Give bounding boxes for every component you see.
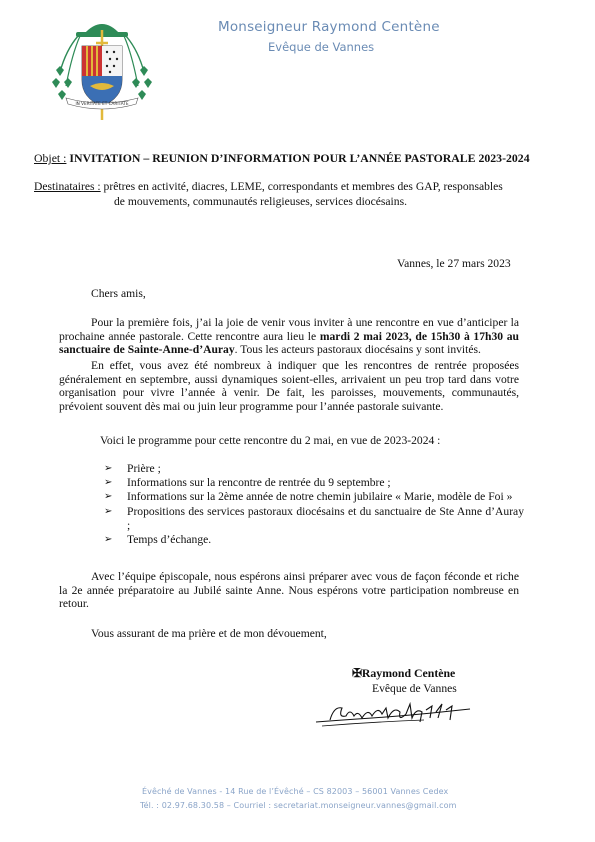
arrow-bullet-icon: ➢ (104, 477, 113, 489)
program-item: ➢ Informations sur la 2ème année de notre chemin jubilaire « Marie, modèle de Foi » (104, 490, 513, 504)
episcopal-cross-icon: ✠ (352, 666, 362, 680)
program-item: ➢ Temps d’échange. (104, 533, 212, 547)
recipients-label: Destinataires : (34, 180, 101, 193)
program-intro: Voici le programme pour cette rencontre du 2 mai, en vue de 2023-2024 : (100, 434, 441, 447)
program-list (104, 462, 524, 547)
meeting-details: mardi 2 mai 2023, de 15h30 à 17h30 au sanctuaire de Sainte-Anne-d’Auray (59, 329, 519, 356)
bishop-name-header: Monseigneur Raymond Centène (218, 19, 440, 35)
signature-role: Evêque de Vannes (372, 682, 457, 695)
arrow-bullet-icon: ➢ (104, 491, 113, 503)
recipients-text-1: prêtres en activité, diacres, LEME, correspondants et membres des GAP, responsables (100, 180, 503, 193)
program-item: ➢ Informations sur la rencontre de rentrée du 9 septembre ; (104, 476, 391, 490)
handwritten-signature (312, 696, 474, 730)
signature-name-text: Raymond Centène (361, 666, 456, 680)
closing-line: Vous assurant de ma prière et de mon dévouement, (91, 627, 327, 640)
greeting: Chers amis, (91, 287, 146, 300)
arrow-bullet-icon: ➢ (104, 534, 113, 546)
invitation-text-end: . Tous les acteurs pastoraux diocésains y sont invités. (234, 343, 481, 356)
episcopal-coat-of-arms (46, 10, 158, 122)
footer-contact: Tél. : 02.97.68.30.58 – Courriel : secretariat.monseigneur.vannes@gmail.com (140, 801, 457, 810)
letter-date: Vannes, le 27 mars 2023 (397, 257, 511, 270)
bishop-role-header: Evêque de Vannes (268, 40, 375, 54)
signature-name (352, 666, 455, 681)
paragraph-invitation (59, 316, 519, 357)
footer-address: Évêché de Vannes - 14 Rue de l’Évêché – CS 82003 – 56001 Vannes Cedex (142, 787, 449, 796)
invitation-text: Pour la première fois, j’ai la joie de venir vous inviter à une rencontre en vue d’anticiper la prochaine année pastorale. Cette rencontre aura lieu le (59, 316, 519, 343)
program-item: ➢ Prière ; (104, 462, 161, 475)
recipients-text-2: de mouvements, communautés religieuses, services diocésains. (114, 195, 407, 208)
subject-line (34, 151, 530, 166)
arrow-bullet-icon: ➢ (104, 463, 113, 474)
subject-text: INVITATION – REUNION D’INFORMATION POUR L’ANNÉE PASTORALE 2023-2024 (66, 151, 530, 165)
arrow-bullet-icon: ➢ (104, 505, 113, 517)
svg-text:IN VERITATE ET CARITATE: IN VERITATE ET CARITATE (75, 101, 129, 106)
program-item: ➢ Propositions des services pastoraux diocésains et du sanctuaire de Ste Anne d’Auray ; (104, 504, 524, 532)
subject-label: Objet : (34, 151, 67, 165)
paragraph-context: En effet, vous avez été nombreux à indiquer que les rencontres de rentrée proposées généralement en septembre, aussi dynamiques soient-elles, arrivaient un peu trop tard dans votre organisation pour vivre l’année à venir. De fait, les paroisses, mouvements, communautés, prévoient souvent dès mai ou juin leur programme pour l’année pastorale suivante. (59, 359, 519, 413)
recipients-line (34, 180, 503, 194)
paragraph-closing-hope: Avec l’équipe épiscopale, nous espérons ainsi préparer avec vous de façon féconde et riche la 2e année préparatoire au Jubilé sainte Anne. Nous espérons votre participation nombreuse en retour. (59, 570, 519, 610)
